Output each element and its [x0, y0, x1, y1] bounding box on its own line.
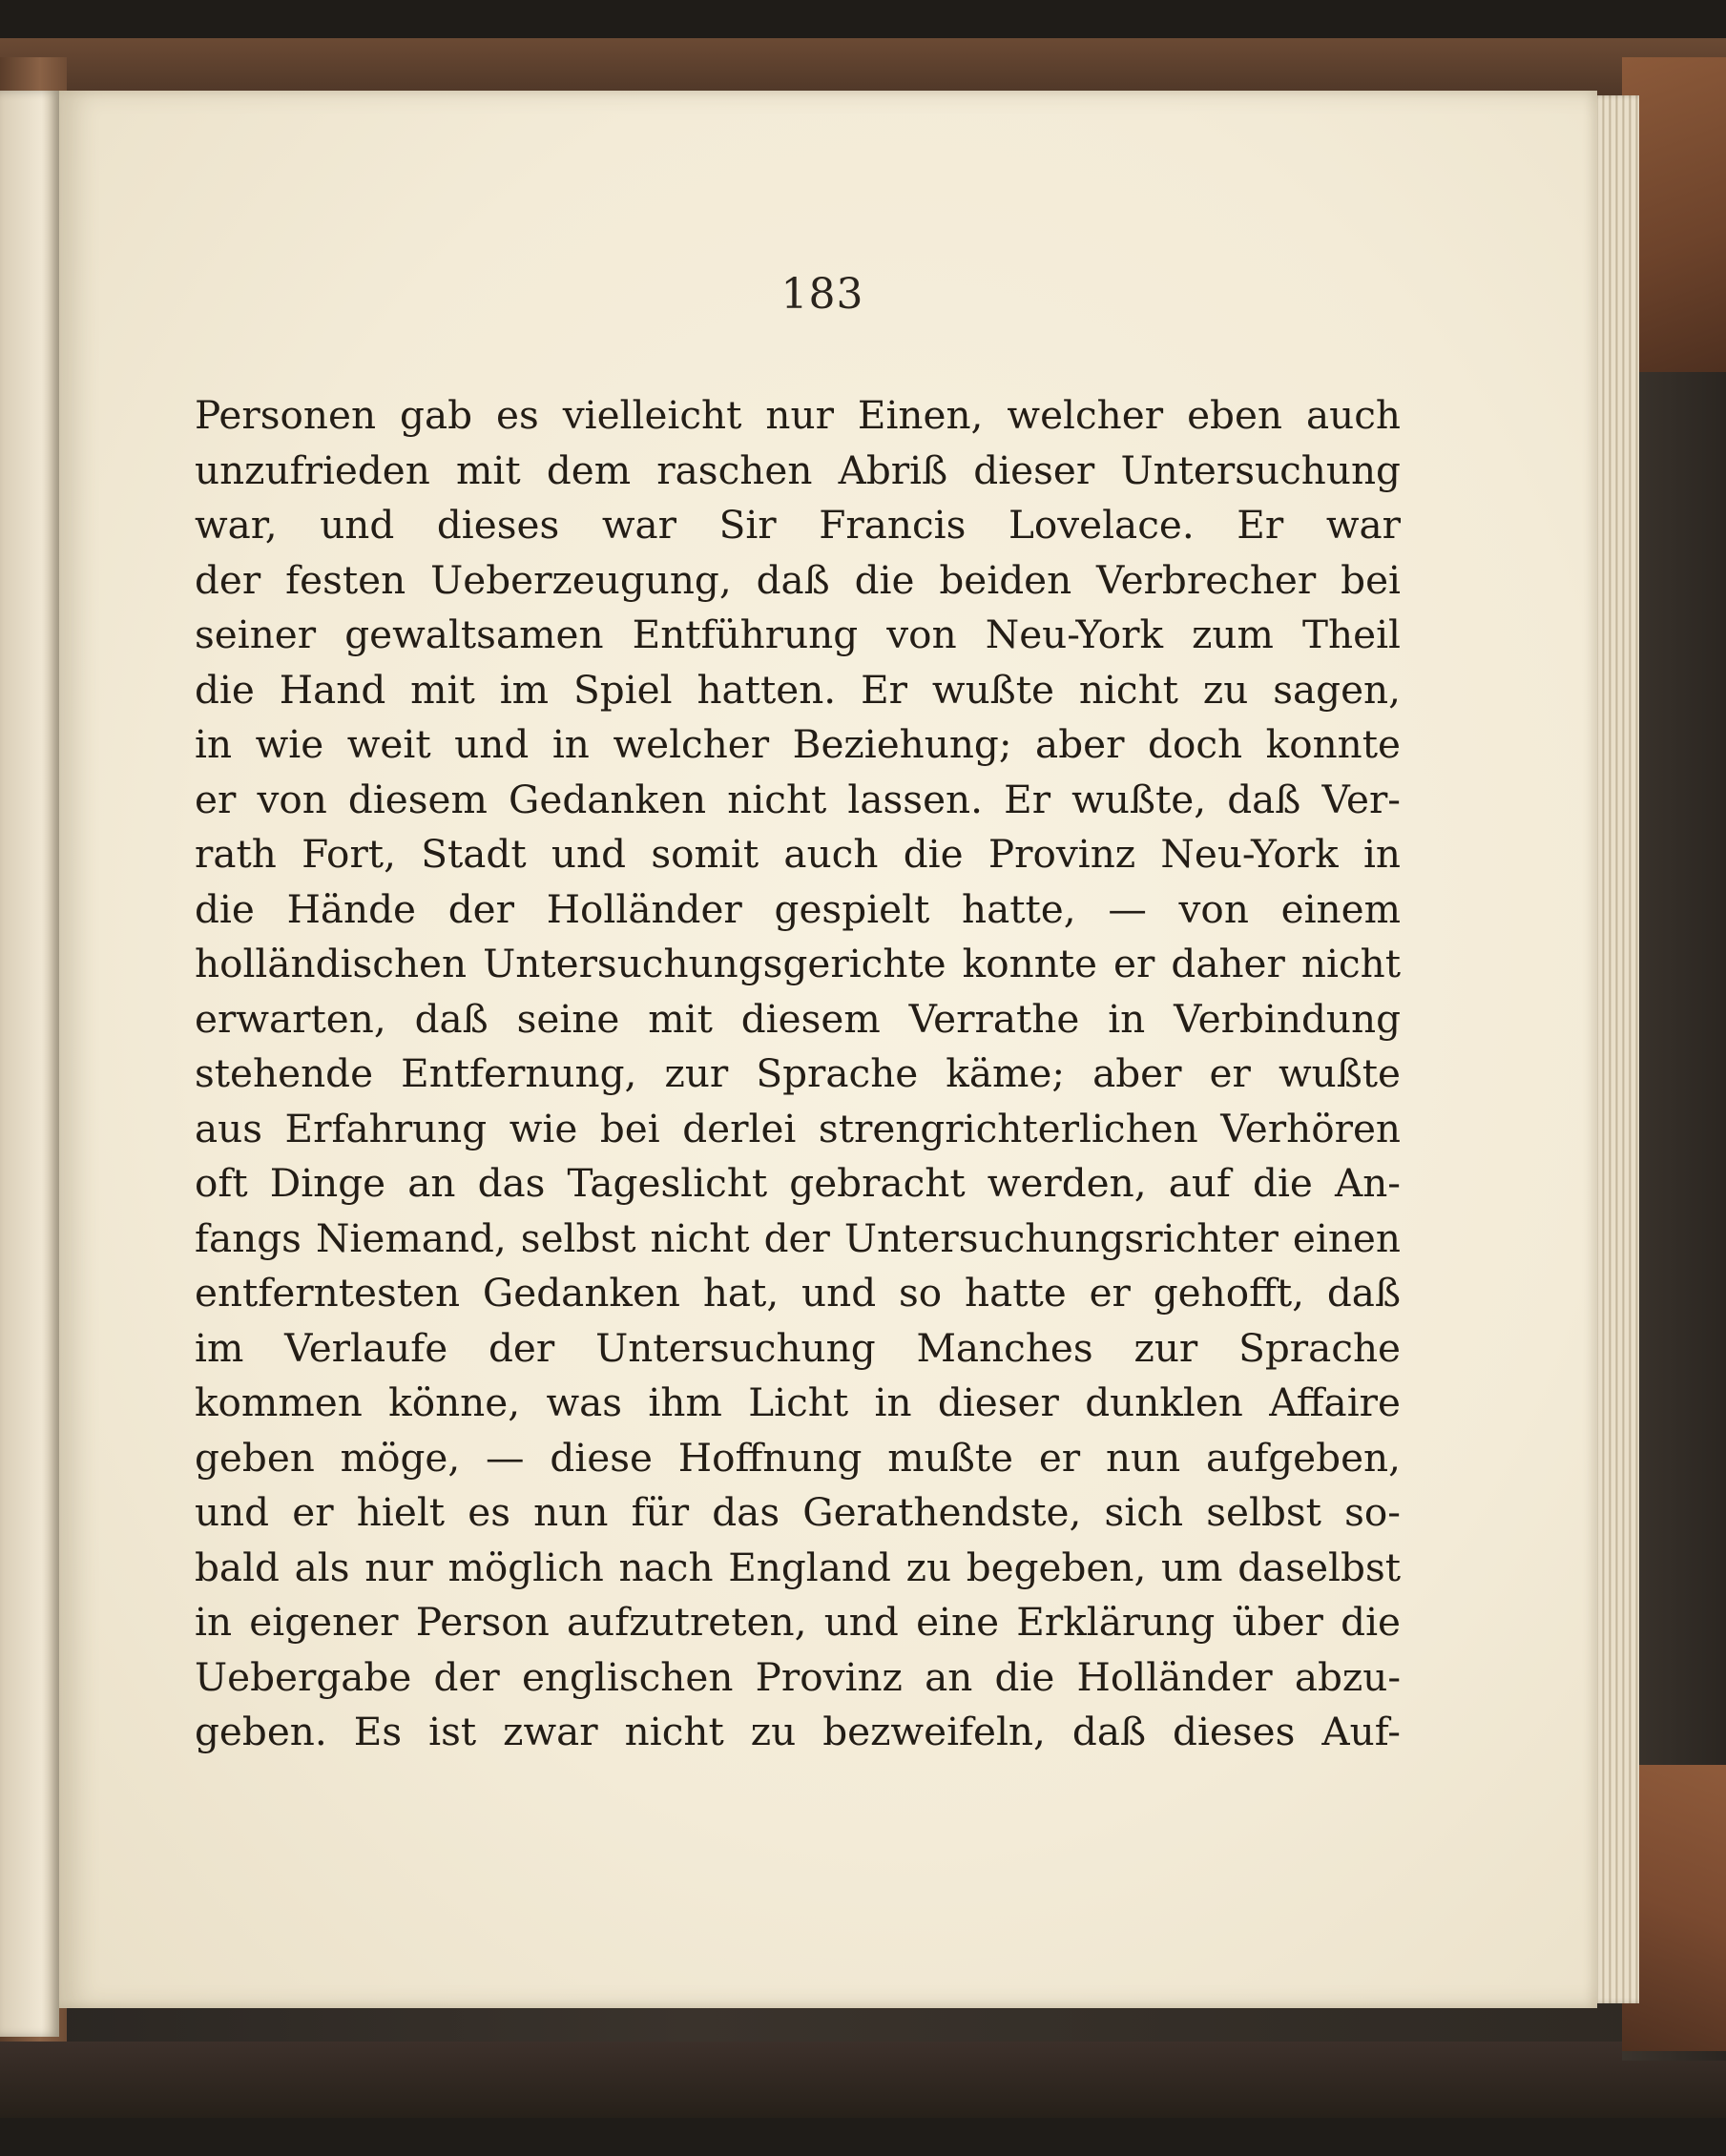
text-line: stehende Entfernung, zur Sprache käme; aber er wußte	[195, 1050, 1401, 1096]
text-line: kommen könne, was ihm Licht in dieser dunklen Affaire	[195, 1379, 1401, 1425]
text-line: holländischen Untersuchungsgerichte konnte er daher nicht	[195, 941, 1401, 986]
text-line: oft Dinge an das Tageslicht gebracht werden, auf die An-	[195, 1160, 1401, 1206]
text-line: bald als nur möglich nach England zu begeben, um daselbst	[195, 1544, 1401, 1590]
text-line: erwarten, daß seine mit diesem Verrathe in Verbindung	[195, 995, 1401, 1042]
text-line: war, und dieses war Sir Francis Lovelace. Er war	[195, 502, 1401, 548]
text-line: aus Erfahrung wie bei derlei strengrichterlichen Verhören	[195, 1105, 1401, 1151]
body-text	[195, 388, 1401, 1760]
text-line: seiner gewaltsamen Entführung von Neu-York zum Theil	[195, 612, 1401, 657]
book-page	[59, 91, 1597, 2008]
text-line: entferntesten Gedanken hat, und so hatte er gehofft, daß	[195, 1270, 1401, 1316]
cover-bottom-edge	[0, 2042, 1726, 2118]
text-line: er von diesem Gedanken nicht lassen. Er wußte, daß Ver-	[195, 776, 1401, 822]
text-line: in eigener Person aufzutreten, und eine Erklärung über die	[195, 1599, 1401, 1645]
text-line: die Hände der Holländer gespielt hatte, — von einem	[195, 885, 1401, 932]
text-line: Uebergabe der englischen Provinz an die Holländer abzu-	[195, 1653, 1401, 1700]
text-line: geben. Es ist zwar nicht zu bezweifeln, daß dieses Auf-	[195, 1709, 1401, 1754]
text-line: der festen Ueberzeugung, daß die beiden Verbrecher bei	[195, 556, 1401, 603]
page-number: 183	[780, 270, 864, 319]
text-line: im Verlaufe der Untersuchung Manches zur Sprache	[195, 1324, 1401, 1371]
text-line: geben möge, — diese Hoffnung mußte er nun aufgeben,	[195, 1434, 1401, 1481]
text-line: in wie weit und in welcher Beziehung; aber doch konnte	[195, 721, 1401, 767]
text-line: die Hand mit im Spiel hatten. Er wußte nicht zu sagen,	[195, 666, 1401, 713]
text-line: rath Fort, Stadt und somit auch die Provinz Neu-York in	[195, 831, 1401, 877]
text-line: Personen gab es vielleicht nur Einen, welcher eben auch	[195, 392, 1401, 438]
text-line: und er hielt es nun für das Gerathendste, sich selbst so-	[195, 1489, 1401, 1535]
page-edge-stack	[1591, 95, 1639, 2003]
text-line: fangs Niemand, selbst nicht der Untersuchungsrichter einen	[195, 1214, 1401, 1261]
left-page-edge	[0, 91, 59, 2037]
text-line: unzufrieden mit dem raschen Abriß dieser Untersuchung	[195, 446, 1401, 493]
